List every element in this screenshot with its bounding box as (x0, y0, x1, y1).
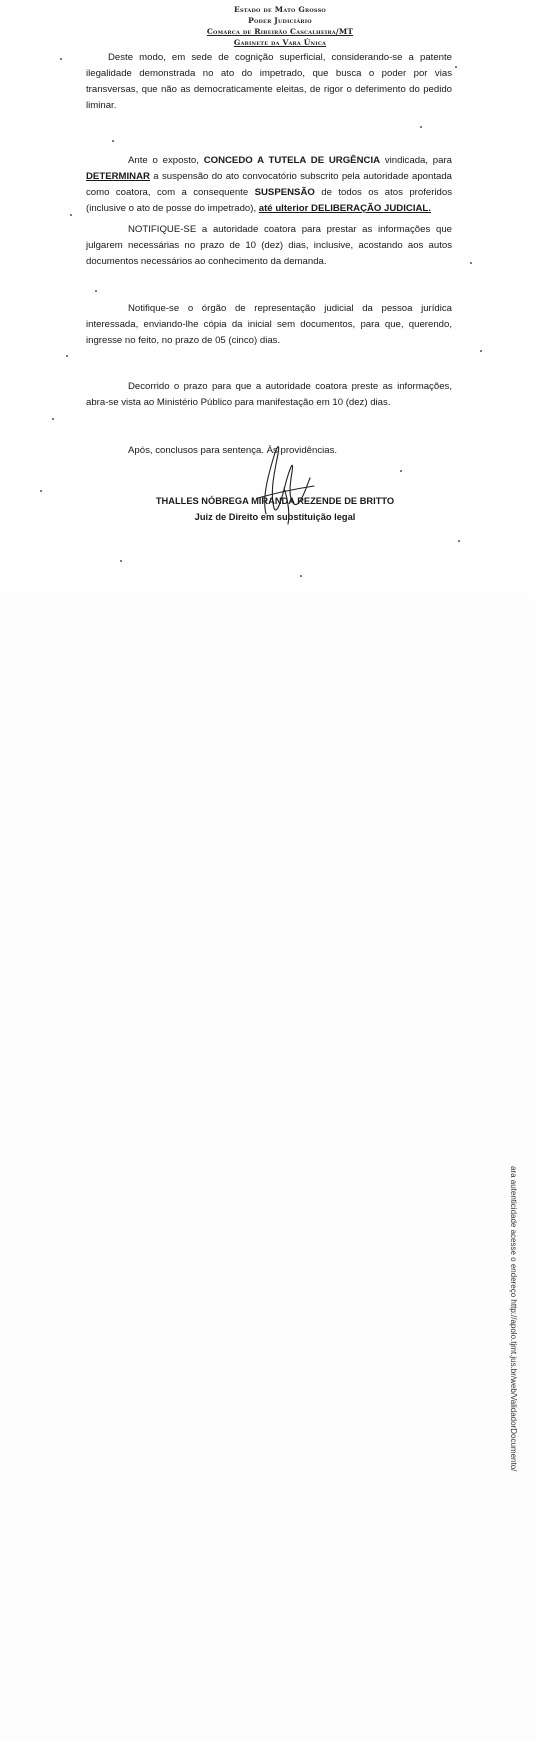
header-district: Comarca de Ribeirão Cascalheira/MT (206, 27, 354, 36)
side-validation-text: ara autenticidade acesse o endereço http://apolo.tjmt.jus.br/web/ValidadorDocumento/ (509, 1166, 518, 1472)
paragraph-cognition: Deste modo, em sede de cognição superficial, considerando-se a patente ilegalidade demonstrada no ato do impetrado, que busca o poder por vias transversas, que não as democraticamente eleitas, de rigor o deferimento do pedido liminar. (86, 52, 452, 111)
scan-speck (420, 126, 422, 128)
paragraph-ruling (86, 153, 452, 217)
ruling-grant: CONCEDO A TUTELA DE URGÊNCIA (203, 155, 381, 166)
scan-speck (480, 350, 482, 352)
scan-speck (120, 560, 122, 562)
signer-role: Juiz de Direito em substituição legal (194, 512, 356, 522)
scan-speck (458, 540, 460, 542)
scan-speck (95, 290, 97, 292)
paragraph-ministry: Decorrido o prazo para que a autoridade coatora preste as informações, abra-se vista ao Ministério Público para manifestação em 10 (dez) dias. (86, 381, 452, 408)
side-validation-note (509, 16, 530, 1472)
scan-speck (455, 66, 457, 68)
ruling-text-a: Ante o exposto, (128, 155, 204, 166)
ruling-suspension: SUSPENSÃO (254, 187, 315, 198)
header-power: Poder Judiciário (248, 16, 312, 25)
scan-speck (66, 355, 68, 357)
ruling-text-g: de todos os atos proferidos (inclusive o ato de posse do impetrado), (86, 187, 452, 214)
ruling-deliberation: até ulterior DELIBERAÇÃO JUDICIAL. (258, 203, 431, 214)
scan-speck (400, 470, 402, 472)
scan-speck (300, 575, 302, 577)
scan-speck (40, 490, 42, 492)
scan-speck (70, 214, 72, 216)
paragraph-notify-entity: Notifique-se o órgão de representação judicial da pessoa jurídica interessada, enviando-lhe cópia da inicial sem documentos, para que, querendo, ingresse no feito, no prazo de 05 (cinco) dias. (86, 303, 452, 346)
signer-name: THALLES NÓBREGA MIRANDA REZENDE DE BRITTO (155, 496, 395, 506)
scan-speck (60, 58, 62, 60)
paragraph-notify-authority: NOTIFIQUE-SE a autoridade coatora para prestar as informações que julgarem necessárias no prazo de 10 (dez) dias, inclusive, acostando aos autos documentos necessários ao conhecimento da demanda. (86, 224, 452, 267)
ruling-determine: DETERMINAR (86, 171, 150, 182)
paragraph-conclusion: Após, conclusos para sentença. Às providências. (128, 445, 338, 456)
header-state: Estado de Mato Grosso (234, 5, 326, 14)
letterhead (160, 4, 400, 48)
ruling-text-c: vindicada, para (380, 155, 453, 166)
scan-speck (470, 262, 472, 264)
scan-speck (52, 418, 54, 420)
header-office: Gabinete da Vara Única (233, 38, 327, 47)
scan-speck (112, 140, 114, 142)
ruling-text-e: a suspensão do ato convocatório subscrito pela autoridade apontada como coatora, com a consequente (86, 171, 452, 198)
